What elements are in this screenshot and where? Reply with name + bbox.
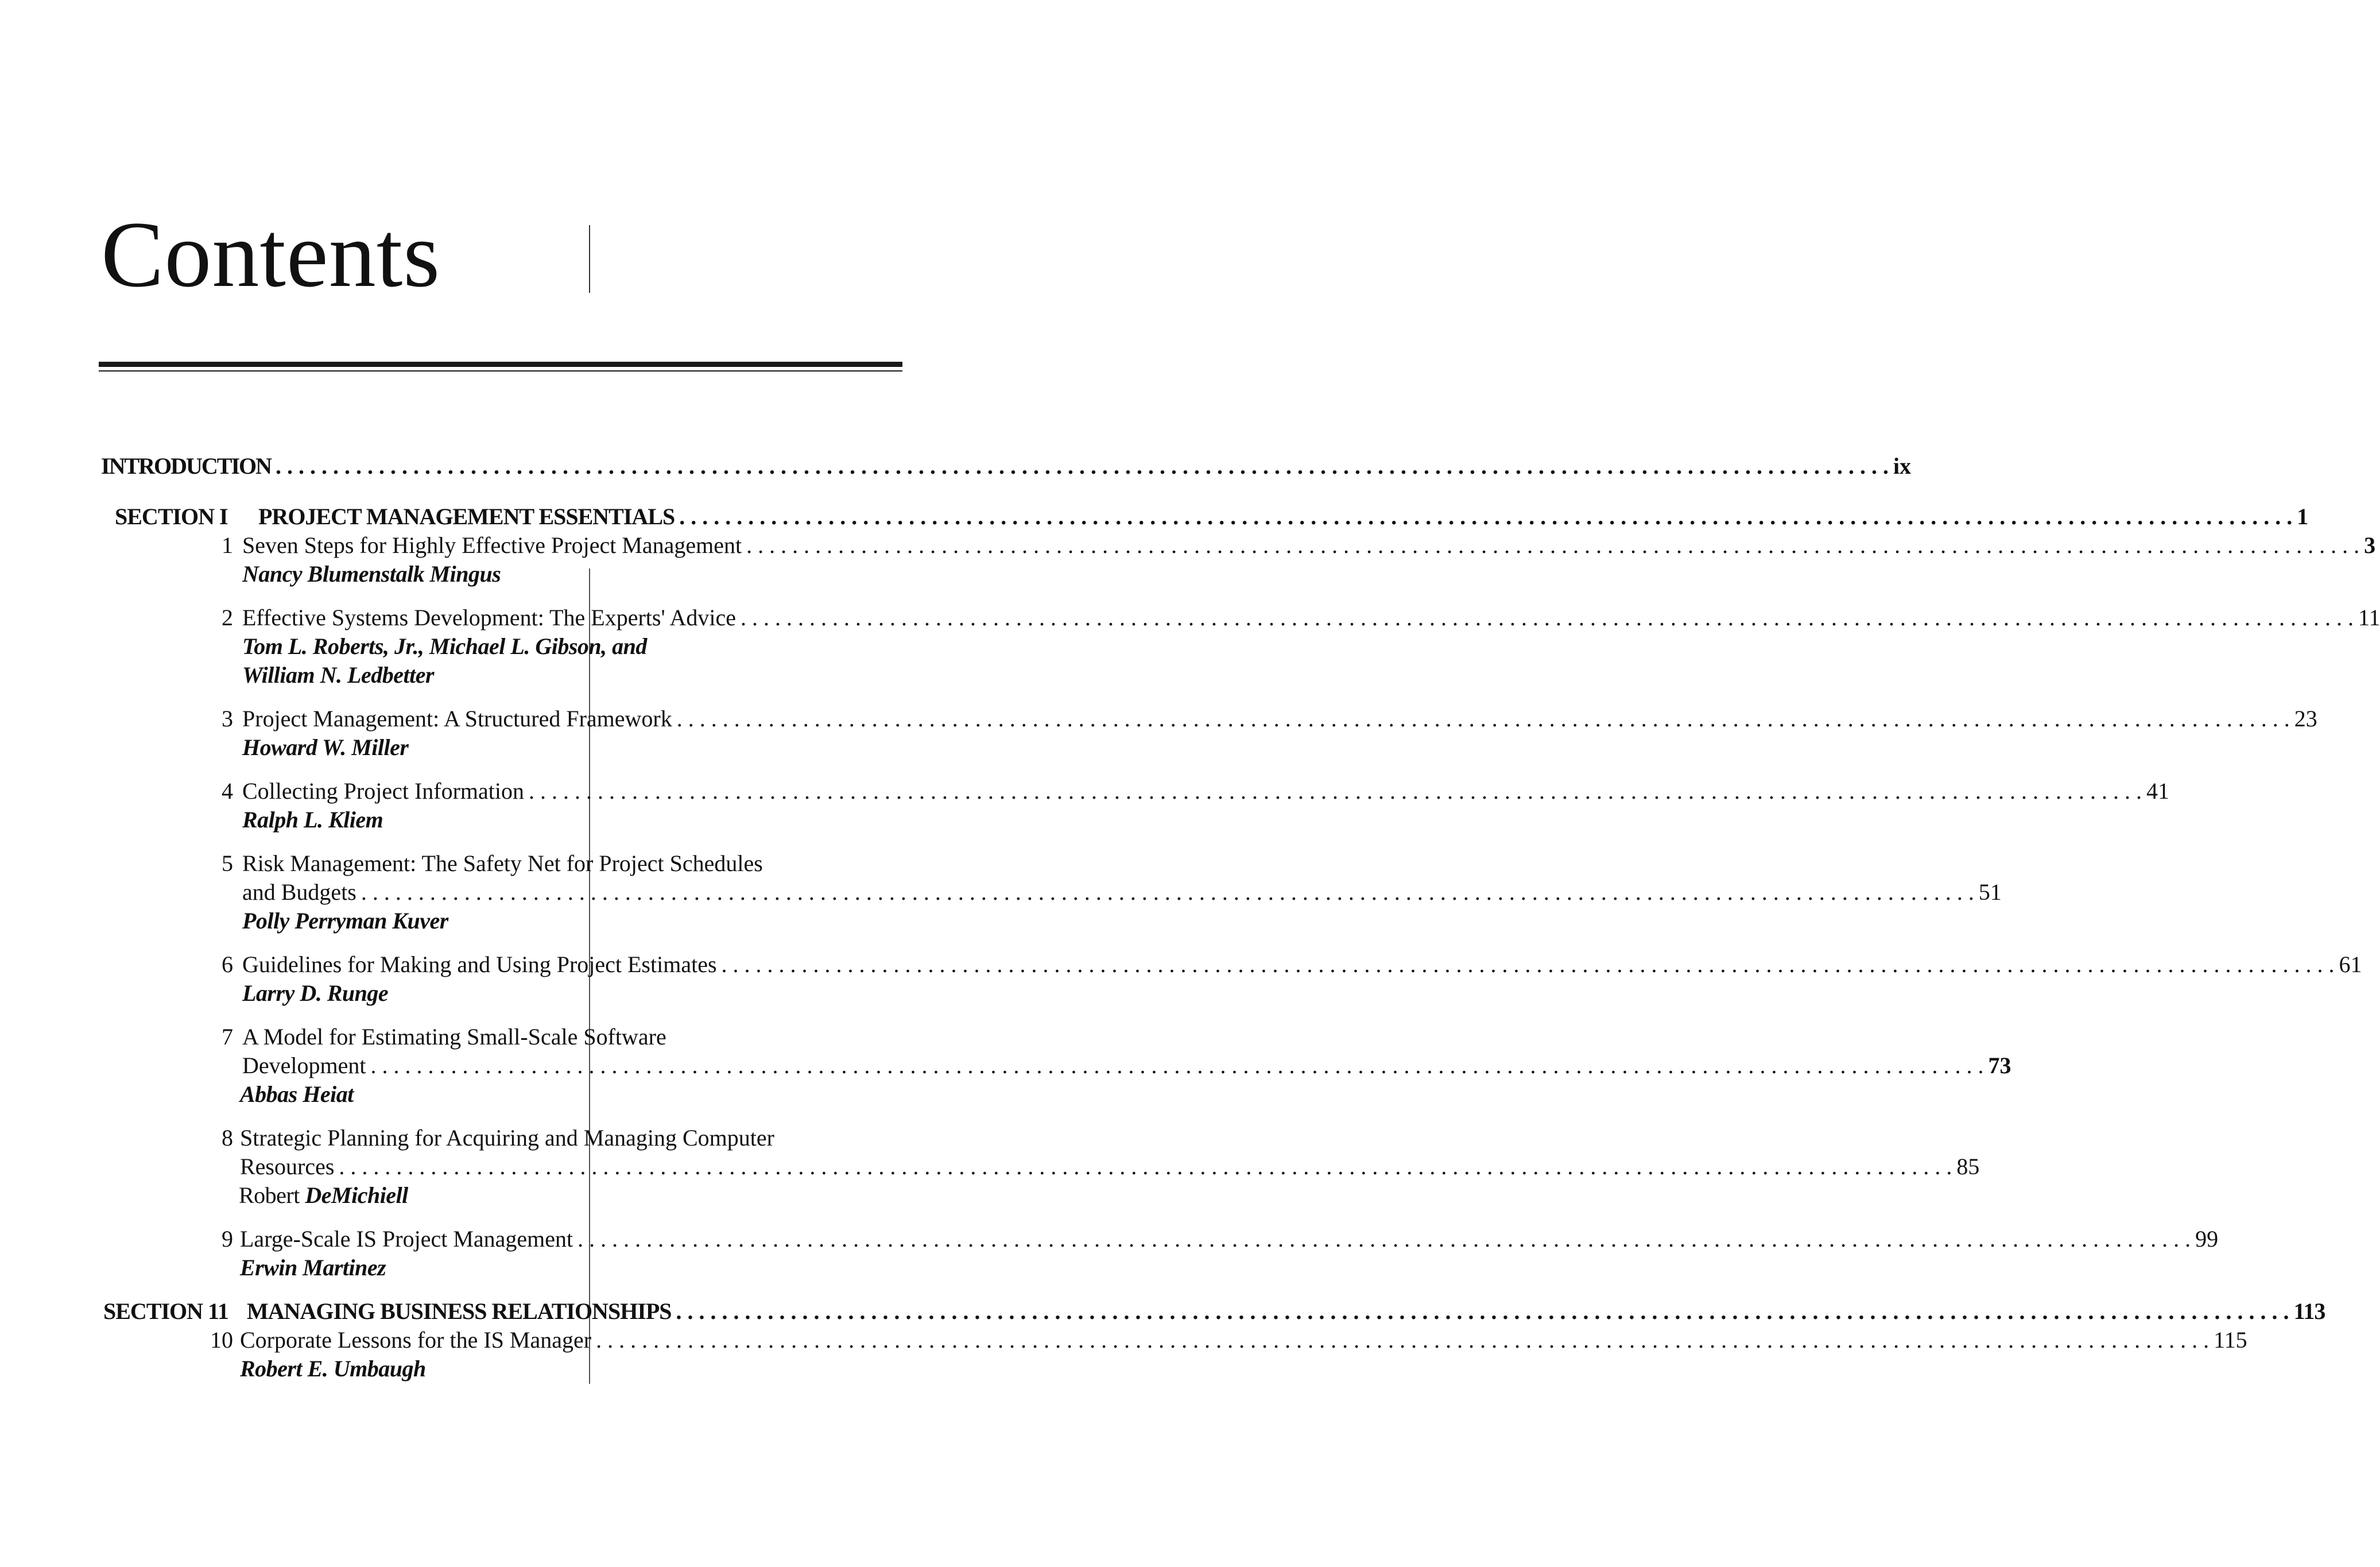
dot-leader bbox=[722, 951, 2335, 978]
chapter-page: 23 bbox=[2294, 706, 2317, 732]
toc-chapter-5[interactable] bbox=[0, 850, 1117, 877]
chapter-page: 99 bbox=[2195, 1226, 2219, 1252]
dot-leader bbox=[371, 1052, 1984, 1080]
chapter-title: Seven Steps for Highly Effective Project Management bbox=[242, 532, 742, 558]
toc-chapter-4[interactable] bbox=[0, 777, 2169, 805]
dot-leader bbox=[276, 452, 1889, 480]
chapter-title: Corporate Lessons for the IS Manager bbox=[240, 1327, 592, 1353]
dot-leader bbox=[741, 604, 2354, 632]
chapter-author: William N. Ledbetter bbox=[242, 662, 435, 688]
chapter-number: 1 bbox=[222, 532, 233, 558]
toc-chapter-8-cont[interactable] bbox=[0, 1153, 1980, 1181]
chapter-title: Effective Systems Development: The Experts' Advice bbox=[242, 605, 736, 630]
toc-chapter-2[interactable] bbox=[0, 604, 2380, 632]
chapter-number: 7 bbox=[222, 1024, 233, 1050]
toc-chapter-7-cont[interactable] bbox=[0, 1052, 2011, 1080]
toc-chapter-9[interactable] bbox=[0, 1225, 2219, 1253]
chapter-author: Polly Perryman Kuver bbox=[242, 908, 448, 934]
toc-introduction[interactable] bbox=[0, 452, 1912, 480]
toc-chapter-1[interactable] bbox=[0, 532, 2376, 559]
chapter-page: 73 bbox=[1988, 1053, 2011, 1078]
toc-chapter-3[interactable] bbox=[0, 705, 2317, 733]
chapter-number: 8 bbox=[222, 1125, 233, 1151]
chapter-number: 10 bbox=[210, 1327, 233, 1353]
dot-leader bbox=[361, 879, 1974, 906]
chapter-title-line-2: Resources bbox=[240, 1154, 335, 1179]
toc-section-2[interactable] bbox=[0, 1298, 2325, 1325]
toc-chapter-5-cont[interactable] bbox=[0, 879, 2002, 906]
author-first-name: Robert bbox=[239, 1182, 300, 1208]
chapter-title: Collecting Project Information bbox=[242, 778, 524, 804]
section-page: 1 bbox=[2297, 504, 2308, 529]
chapter-page: 85 bbox=[1956, 1154, 1980, 1179]
title-rule-thin bbox=[99, 370, 902, 372]
chapter-author: Erwin Martinez bbox=[240, 1255, 386, 1280]
chapter-author: Ralph L. Kliem bbox=[242, 807, 383, 833]
chapter-number: 5 bbox=[222, 850, 233, 876]
chapter-page: 41 bbox=[2146, 778, 2169, 804]
chapter-author: Abbas Heiat bbox=[240, 1081, 354, 1107]
dot-leader bbox=[596, 1326, 2209, 1354]
toc-chapter-7[interactable] bbox=[0, 1023, 1117, 1051]
page-title: Contents bbox=[101, 203, 441, 307]
dot-leader bbox=[746, 532, 2359, 559]
author-last-name: DeMichiell bbox=[305, 1182, 408, 1208]
chapter-title: Guidelines for Making and Using Project Estimates bbox=[242, 951, 717, 977]
chapter-title-line-1: Strategic Planning for Acquiring and Managing Computer bbox=[240, 1125, 774, 1151]
chapter-author: Tom L. Roberts, Jr., Michael L. Gibson, and bbox=[242, 633, 647, 659]
chapter-number: 4 bbox=[222, 778, 233, 804]
section-label: SECTION I PROJECT MANAGEMENT ESSENTIALS bbox=[115, 504, 675, 529]
section-title: PROJECT MANAGEMENT ESSENTIALS bbox=[258, 504, 675, 529]
chapter-title: Large-Scale IS Project Management bbox=[240, 1226, 573, 1252]
toc-introduction-page: ix bbox=[1893, 453, 1912, 479]
chapter-author: Larry D. Runge bbox=[242, 980, 389, 1006]
scan-artifact-line bbox=[589, 225, 590, 293]
chapter-title-line-1: Risk Management: The Safety Net for Project Schedules bbox=[242, 850, 763, 876]
dot-leader bbox=[677, 705, 2290, 733]
chapter-title: Project Management: A Structured Framework bbox=[242, 706, 672, 732]
dot-leader bbox=[339, 1153, 1952, 1181]
chapter-author bbox=[239, 1182, 408, 1209]
chapter-page: 115 bbox=[2214, 1327, 2247, 1353]
chapter-number: 3 bbox=[222, 706, 233, 732]
chapter-number: 6 bbox=[222, 951, 233, 977]
toc-introduction-label: INTRODUCTION bbox=[101, 453, 272, 479]
chapter-title-line-2: Development bbox=[242, 1053, 366, 1078]
chapter-page: 51 bbox=[1978, 879, 2002, 905]
toc-chapter-6[interactable] bbox=[0, 951, 2362, 978]
chapter-page: 61 bbox=[2339, 951, 2362, 977]
chapter-title-line-1: A Model for Estimating Small-Scale Software bbox=[242, 1024, 666, 1050]
dot-leader bbox=[577, 1225, 2191, 1253]
chapter-author: Robert E. Umbaugh bbox=[240, 1356, 426, 1382]
chapter-author: Howard W. Miller bbox=[242, 734, 409, 760]
section-label: SECTION 11 MANAGING BUSINESS RELATIONSHIPS bbox=[103, 1298, 672, 1324]
chapter-page: 11 bbox=[2358, 605, 2380, 630]
toc-chapter-8[interactable] bbox=[0, 1124, 1117, 1152]
dot-leader bbox=[676, 1298, 2289, 1325]
section-title: MANAGING BUSINESS RELATIONSHIPS bbox=[247, 1298, 672, 1324]
chapter-number: 2 bbox=[222, 605, 233, 630]
dot-leader bbox=[679, 503, 2292, 531]
chapter-title-line-2: and Budgets bbox=[242, 879, 356, 905]
section-page: 113 bbox=[2293, 1298, 2325, 1324]
chapter-page: 3 bbox=[2364, 532, 2376, 558]
toc-section-1[interactable] bbox=[0, 503, 2308, 531]
chapter-author: Nancy Blumenstalk Mingus bbox=[242, 561, 501, 587]
toc-chapter-10[interactable] bbox=[0, 1326, 2247, 1354]
chapter-number: 9 bbox=[222, 1226, 233, 1252]
dot-leader bbox=[529, 777, 2142, 805]
title-rule-thick bbox=[99, 362, 902, 367]
